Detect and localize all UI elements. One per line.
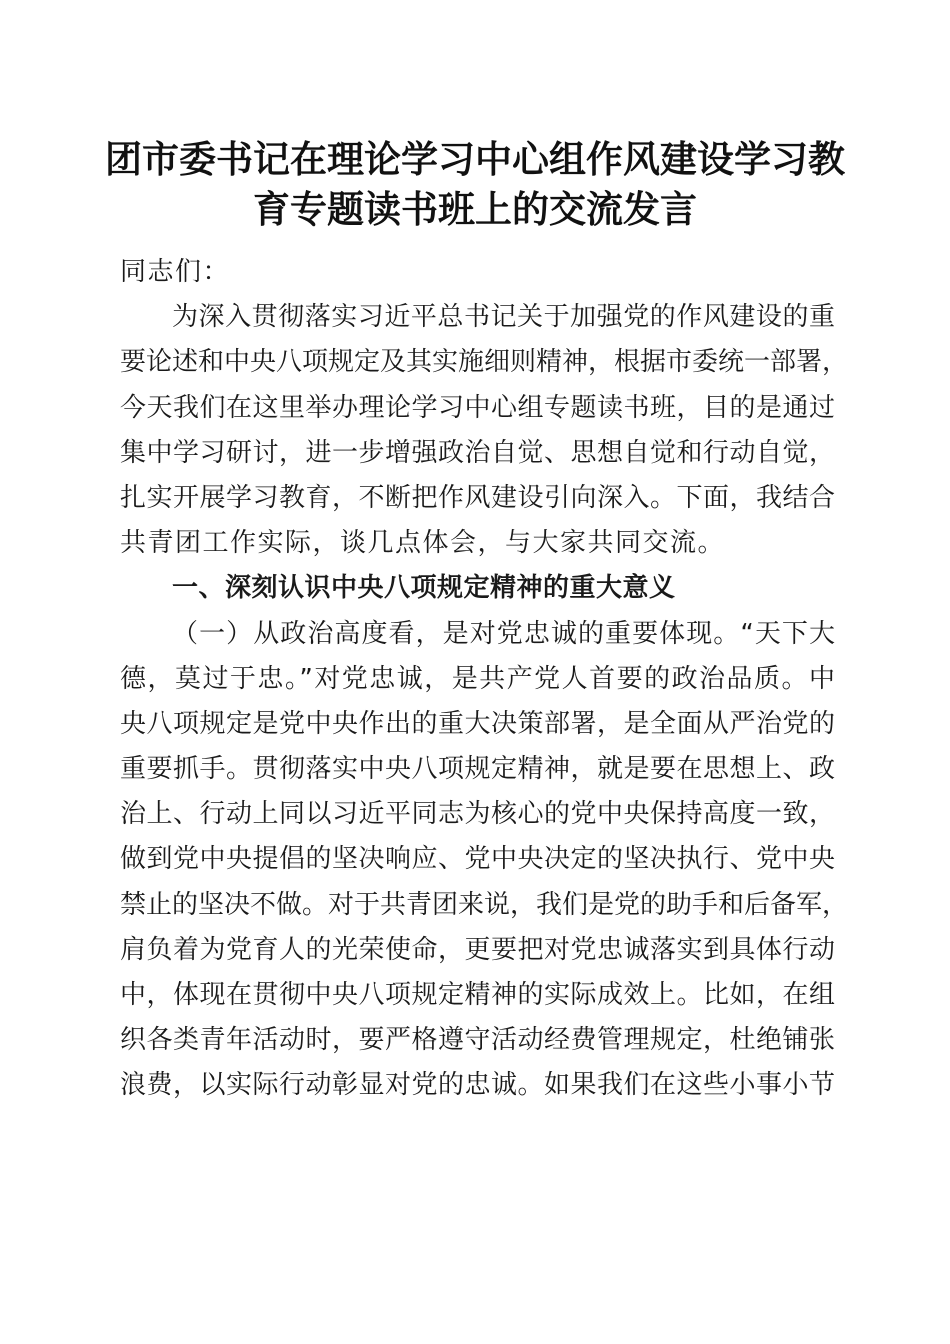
section-heading-1: 一、深刻认识中央八项规定精神的重大意义: [172, 573, 676, 604]
paragraph-line: 要论述和中央八项规定及其实施细则精神，根据市委统一部署，: [120, 347, 849, 378]
paragraph-line: 做到党中央提倡的坚决响应、党中央决定的坚决执行、党中央: [120, 844, 835, 875]
paragraph-line: 重要抓手。贯彻落实中央八项规定精神，就是要在思想上、政: [120, 754, 835, 785]
document-title: [100, 134, 850, 234]
paragraph-line: 浪费，以实际行动彰显对党的忠诚。如果我们在这些小事小节: [120, 1070, 835, 1101]
title-line-2: 育专题读书班上的交流发言: [253, 187, 697, 231]
document-body: [120, 250, 849, 1109]
paragraph-line: 共青团工作实际，谈几点体会，与大家共同交流。: [120, 528, 726, 559]
salutation: 同志们：: [120, 257, 231, 287]
paragraph-intro: [120, 295, 849, 566]
paragraph-section-1-1: [120, 612, 849, 1109]
paragraph-line: 德，莫过于忠。”对党忠诚，是共产党人首要的政治品质。中: [120, 663, 835, 694]
paragraph-line: 为深入贯彻落实习近平总书记关于加强党的作风建设的重: [172, 302, 835, 333]
paragraph-line: 织各类青年活动时，要严格遵守活动经费管理规定，杜绝铺张: [120, 1025, 835, 1056]
paragraph-line: 央八项规定是党中央作出的重大决策部署，是全面从严治党的: [120, 708, 835, 739]
paragraph-line: 中，体现在贯彻中央八项规定精神的实际成效上。比如，在组: [120, 980, 835, 1010]
paragraph-line: 禁止的坚决不做。对于共青团来说，我们是党的助手和后备军，: [120, 889, 849, 920]
paragraph-line: 集中学习研讨，进一步增强政治自觉、思想自觉和行动自觉，: [120, 437, 835, 468]
paragraph-line: 扎实开展学习教育，不断把作风建设引向深入。下面，我结合: [120, 482, 835, 513]
title-line-1: 团市委书记在理论学习中心组作风建设学习教: [105, 137, 845, 181]
paragraph-line: （一）从政治高度看，是对党忠诚的重要体现。“天下大: [172, 618, 835, 649]
paragraph-line: 治上、行动上同以习近平同志为核心的党中央保持高度一致，: [120, 799, 835, 830]
paragraph-line: 肩负着为党育人的光荣使命，更要把对党忠诚落实到具体行动: [120, 934, 835, 965]
paragraph-line: 今天我们在这里举办理论学习中心组专题读书班，目的是通过: [120, 392, 835, 423]
